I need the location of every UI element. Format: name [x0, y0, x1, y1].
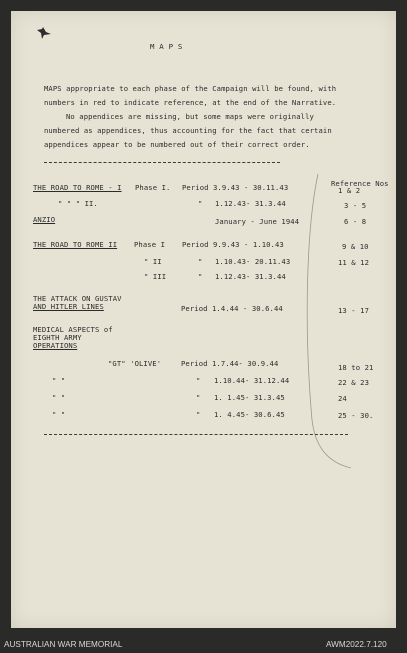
period-text: Period 1.7.44- 30.9.44: [181, 359, 279, 368]
ink-mark-icon: [36, 26, 52, 40]
reference-number: 9 & 10: [342, 242, 369, 251]
footer-institution: AUSTRALIAN WAR MEMORIAL: [4, 640, 123, 649]
section-title-line: MEDICAL ASPECTS of: [33, 325, 113, 334]
reference-number: 24: [338, 394, 347, 403]
page-title: M A P S: [150, 42, 183, 51]
intro-line-1: MAPS appropriate to each phase of the Campaign will be found, with: [44, 84, 337, 93]
period-text: Period 3.9.43 - 30.11.43: [182, 183, 289, 192]
period-text: 1.10.43- 20.11.43: [215, 257, 291, 266]
section-title-line: THE ATTACK ON GUSTAV: [33, 294, 122, 303]
ditto-mark: ": [198, 199, 203, 208]
section-title: ANZIO: [33, 215, 56, 224]
intro-line-4: numbered as appendices, thus accounting for the fact that certain: [44, 126, 332, 135]
footer-accession-number: AWM2022.7.120: [326, 640, 387, 649]
dashed-separator: [44, 162, 280, 163]
period-text: 1.12.43- 31.3.44: [215, 199, 286, 208]
period-text: 1. 1.45- 31.3.45: [214, 393, 285, 402]
reference-number: 18 to 21: [338, 363, 374, 372]
intro-line-2: numbers in red to indicate reference, at the end of the Narrative.: [44, 98, 337, 107]
period-text: 1.12.43- 31.3.44: [215, 272, 286, 281]
ditto-mark: ": [196, 376, 201, 385]
section-title-line: EIGHTH ARMY: [33, 333, 82, 342]
phase-label: " III: [144, 272, 167, 281]
phase-label: " II: [144, 257, 162, 266]
period-text: 1. 4.45- 30.6.45: [214, 410, 285, 419]
dashed-separator: [44, 434, 348, 435]
ditto-marks: " ": [52, 393, 66, 402]
ditto-mark: ": [196, 410, 201, 419]
reference-header-sub: 1 & 2: [338, 186, 361, 195]
phase-label: Phase I.: [135, 183, 171, 192]
period-text: Period 1.4.44 - 30.6.44: [181, 304, 283, 313]
section-title-line: AND HITLER LINES: [33, 302, 104, 311]
intro-line-5: appendices appear to be numbered out of their correct order.: [44, 140, 310, 149]
period-text: Period 9.9.43 - 1.10.43: [182, 240, 284, 249]
reference-header: Reference Nos: [331, 179, 389, 188]
reference-number: 6 - 8: [344, 217, 367, 226]
ditto-marks: " ": [52, 376, 66, 385]
section-title: THE ROAD TO ROME - I: [33, 183, 122, 192]
section-title-line: OPERATIONS: [33, 341, 78, 350]
ditto-mark: ": [196, 393, 201, 402]
ditto-mark: ": [198, 272, 203, 281]
period-text: 1.10.44- 31.12.44: [214, 376, 290, 385]
reference-number: 25 - 30.: [338, 411, 374, 420]
phase-label: "GT" 'OLIVE': [108, 359, 162, 368]
reference-number: 13 - 17: [338, 306, 369, 315]
ditto-marks: " ": [52, 410, 66, 419]
intro-line-3: No appendices are missing, but some maps were originally: [66, 112, 314, 121]
phase-label: Phase I: [134, 240, 165, 249]
reference-number: 22 & 23: [338, 378, 369, 387]
ditto-marks: " " " II.: [58, 199, 98, 208]
section-title: THE ROAD TO ROME II: [33, 240, 118, 249]
reference-number: 11 & 12: [338, 258, 369, 267]
period-text: January - June 1944: [215, 217, 300, 226]
ditto-mark: ": [198, 257, 203, 266]
reference-number: 3 - 5: [344, 201, 367, 210]
